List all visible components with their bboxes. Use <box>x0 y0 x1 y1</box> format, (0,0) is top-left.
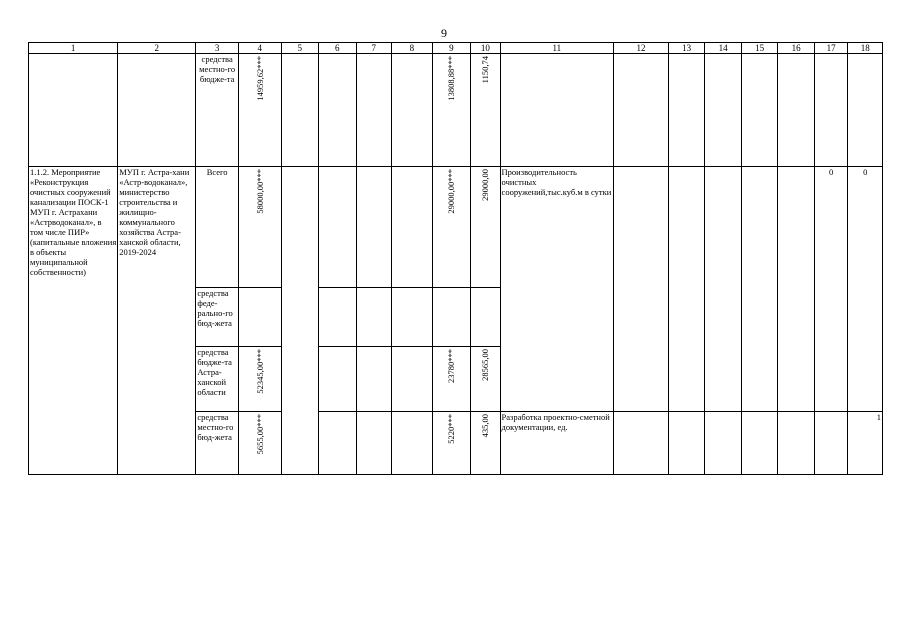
header-cell: 14 <box>705 43 742 54</box>
table-cell <box>705 167 742 412</box>
table-cell <box>356 167 391 288</box>
event-name-cell: 1.1.2. Мероприятие «Реконструкция очистных сооружений канализации ПОСК-1 МУП г. Астрахани «Астрводоканал», в том числе ПИР» (капитальные вложения в объекты муниципальной собственности) <box>29 167 118 475</box>
table-cell <box>500 54 614 167</box>
table-cell <box>814 412 847 475</box>
table-cell <box>392 54 433 167</box>
funding-source-cell: Всего <box>196 167 239 288</box>
amount-col9: 5220*** <box>446 414 457 444</box>
header-cell: 11 <box>500 43 614 54</box>
table-cell <box>778 54 815 167</box>
table-cell <box>471 288 500 347</box>
table-cell <box>741 54 778 167</box>
table-cell <box>238 167 281 288</box>
header-cell: 12 <box>614 43 669 54</box>
table-cell <box>319 288 357 347</box>
table-cell <box>392 412 433 475</box>
table-cell <box>356 412 391 475</box>
funding-source-cell: средства местно-го бюдже-та <box>196 54 239 167</box>
table-row <box>29 54 883 167</box>
table-cell <box>668 54 705 167</box>
header-cell: 6 <box>319 43 357 54</box>
amount-col10: 28565,00 <box>480 349 491 381</box>
table-cell <box>238 54 281 167</box>
amount-total: 52345,00*** <box>254 349 265 394</box>
indicator-value-col18: 0 <box>848 167 883 412</box>
table-cell <box>319 347 357 412</box>
table-cell <box>238 412 281 475</box>
table-cell <box>471 54 500 167</box>
table-cell <box>432 54 471 167</box>
table-cell <box>614 167 669 412</box>
header-cell: 10 <box>471 43 500 54</box>
table-cell <box>705 412 742 475</box>
indicator-value-col17: 0 <box>814 167 847 412</box>
table-cell <box>319 54 357 167</box>
header-cell: 8 <box>392 43 433 54</box>
header-cell: 16 <box>778 43 815 54</box>
table-cell <box>471 347 500 412</box>
table-cell <box>118 54 196 167</box>
table-cell <box>778 167 815 412</box>
page-number: 9 <box>441 26 447 40</box>
table-cell <box>471 167 500 288</box>
header-cell: 3 <box>196 43 239 54</box>
table-cell <box>319 412 357 475</box>
header-row <box>29 43 883 54</box>
table-cell <box>432 288 471 347</box>
header-cell: 2 <box>118 43 196 54</box>
header-cell: 18 <box>848 43 883 54</box>
header-cell: 13 <box>668 43 705 54</box>
table-cell <box>668 412 705 475</box>
table-cell <box>432 412 471 475</box>
table-cell <box>778 412 815 475</box>
table-cell <box>814 54 847 167</box>
table-cell <box>741 412 778 475</box>
header-cell: 7 <box>356 43 391 54</box>
funding-source-cell: средства местно-го бюд-жета <box>196 412 239 475</box>
amount-total: 58000,00*** <box>254 169 265 214</box>
header-cell: 17 <box>814 43 847 54</box>
table-cell <box>281 54 319 167</box>
header-cell: 9 <box>432 43 471 54</box>
executor-cell: МУП г. Астра-хани «Астр-водоканал», министерство строительства и жилищно-коммунального хозяйства Астра-ханской области, 2019-2024 <box>118 167 196 475</box>
table-cell <box>29 54 118 167</box>
table-cell <box>281 167 319 475</box>
budget-table <box>28 42 883 475</box>
indicator-value-col18: 1 <box>848 412 883 475</box>
table-cell <box>471 412 500 475</box>
table-cell <box>238 347 281 412</box>
indicator-name-cell: Производительность очистных сооружений,тыс.куб.м в сутки <box>500 167 614 412</box>
amount-col9: 13808,88*** <box>446 56 457 101</box>
table-cell <box>319 167 357 288</box>
table-cell <box>848 54 883 167</box>
table-cell <box>432 347 471 412</box>
amount-col9: 29000,00*** <box>446 169 457 214</box>
header-cell: 4 <box>238 43 281 54</box>
table-cell <box>356 54 391 167</box>
amount-col9: 23780*** <box>446 349 457 383</box>
table-cell <box>614 412 669 475</box>
table-cell <box>392 167 433 288</box>
table-cell <box>392 288 433 347</box>
header-cell: 15 <box>741 43 778 54</box>
amount-col10: 29000,00 <box>480 169 491 201</box>
funding-source-cell: средства феде-рально-го бюд-жета <box>196 288 239 347</box>
amount-total: 14959,62*** <box>254 56 265 101</box>
indicator-name-cell: Разработка проектно-сметной документации, ед. <box>500 412 614 475</box>
table-cell <box>705 54 742 167</box>
table-cell <box>668 167 705 412</box>
table-cell <box>741 167 778 412</box>
table-row <box>29 167 883 288</box>
funding-source-cell: средства бюдже-та Астра-ханской области <box>196 347 239 412</box>
table-cell <box>356 347 391 412</box>
amount-col10: 435,00 <box>480 414 491 438</box>
header-cell: 5 <box>281 43 319 54</box>
amount-total: 5655,00*** <box>254 414 265 455</box>
table-cell <box>432 167 471 288</box>
table-cell <box>614 54 669 167</box>
header-cell: 1 <box>29 43 118 54</box>
table-cell <box>356 288 391 347</box>
amount-col10: 1150,74 <box>480 56 491 84</box>
table-cell <box>238 288 281 347</box>
table-cell <box>392 347 433 412</box>
